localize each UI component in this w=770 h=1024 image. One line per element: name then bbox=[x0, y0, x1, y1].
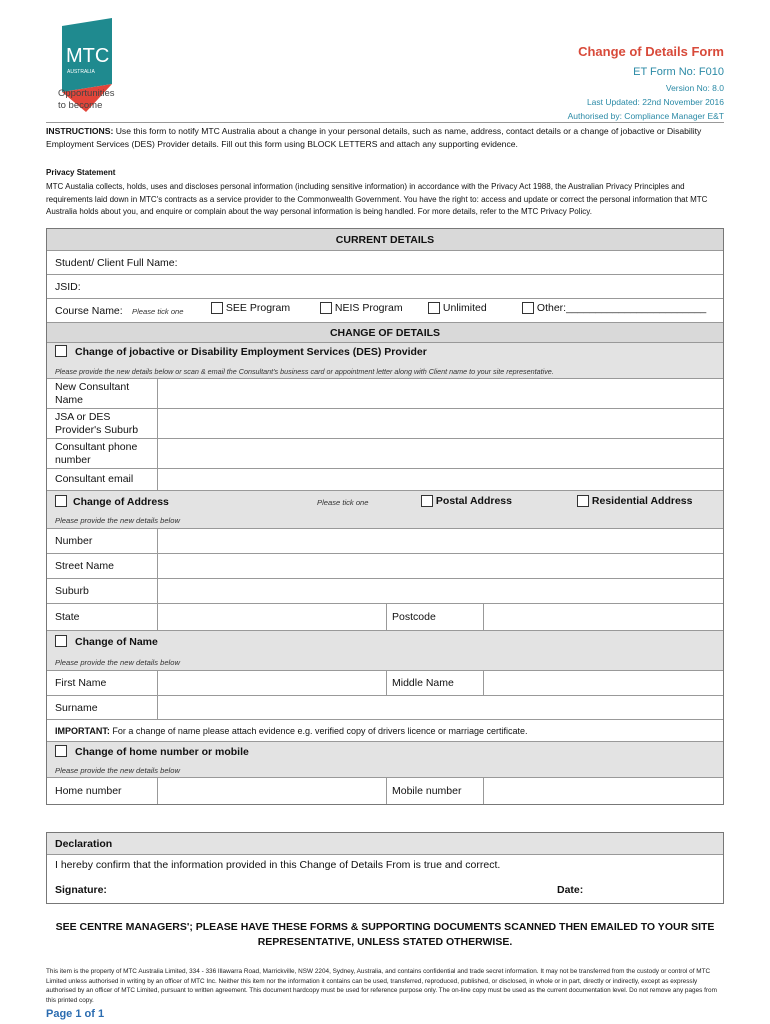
address-section: Change of Address Please tick one Postal Address Residential Address Please provide the new details below bbox=[47, 491, 723, 529]
privacy-title: Privacy Statement bbox=[46, 168, 116, 177]
change-details-heading: CHANGE OF DETAILS bbox=[47, 323, 723, 343]
state-postcode-row[interactable]: State Postcode bbox=[47, 604, 723, 631]
provider-section: Change of jobactive or Disability Employment Services (DES) Provider Please provide the new details below or scan & email the Consultant's business card or appointment letter along with Client name to your site representative. bbox=[47, 343, 723, 379]
first-middle-name-row[interactable]: First Name Middle Name bbox=[47, 671, 723, 696]
details-form bbox=[46, 228, 724, 805]
header-divider bbox=[46, 122, 724, 123]
signature-field[interactable]: Signature: bbox=[55, 884, 107, 896]
name-section: Change of Name Please provide the new details below bbox=[47, 631, 723, 671]
consultant-phone-row[interactable]: Consultant phone number bbox=[47, 439, 723, 469]
phone-change-checkbox[interactable] bbox=[55, 745, 67, 757]
checkbox[interactable] bbox=[428, 302, 440, 314]
number-row[interactable]: Number bbox=[47, 529, 723, 554]
phone-section: Change of home number or mobile Please provide the new details below bbox=[47, 742, 723, 778]
provider-change-checkbox[interactable] bbox=[55, 345, 67, 357]
course-name-row: Course Name: Please tick one SEE Program NEIS Program Unlimited Other:________________________ bbox=[47, 299, 723, 323]
postal-address-option[interactable]: Postal Address bbox=[421, 495, 512, 507]
logo-subtext: AUSTRALIA bbox=[67, 69, 95, 75]
consultant-email-row[interactable]: Consultant email bbox=[47, 469, 723, 491]
residential-address-option[interactable]: Residential Address bbox=[577, 495, 692, 507]
declaration-box bbox=[46, 832, 724, 904]
consultant-name-row[interactable]: New Consultant Name bbox=[47, 379, 723, 409]
declaration-title: Declaration bbox=[47, 833, 723, 855]
street-row[interactable]: Street Name bbox=[47, 554, 723, 579]
course-see-program[interactable]: SEE Program bbox=[211, 302, 290, 314]
course-neis-program[interactable]: NEIS Program bbox=[320, 302, 403, 314]
address-change-checkbox[interactable] bbox=[55, 495, 67, 507]
version: Version No: 8.0 bbox=[665, 83, 724, 93]
suburb-row[interactable]: Suburb bbox=[47, 579, 723, 604]
confidentiality-footer: This item is the property of MTC Australia Limited, 334 - 336 Illawarra Road, Marrickville, NSW 2204, Sydney, Australia, and contains confidential and trade secret information. It may not be transferred from the custody or control of MTC Limited unless authorised in writing by an officer of MTC Inc. Neither this item nor the information it contains can be used, transferred, reproduced, published, or disclosed, in whole or in part, directly or indirectly, except as expressly authorised by an officer of MTC Limited, pursuant to written agreement. This document hardcopy must be used for reference purpose only. The on-line copy must be used as the current documentation level. Do not remove any pages from this printed copy. bbox=[46, 968, 717, 1004]
checkbox[interactable] bbox=[211, 302, 223, 314]
date-field[interactable]: Date: bbox=[557, 884, 584, 896]
phone-numbers-row[interactable]: Home number Mobile number bbox=[47, 778, 723, 804]
name-important-note: IMPORTANT: For a change of name please attach evidence e.g. verified copy of drivers licence or marriage certificate. bbox=[47, 720, 723, 742]
checkbox[interactable] bbox=[320, 302, 332, 314]
centre-managers-notice: SEE CENTRE MANAGERS'; PLEASE HAVE THESE FORMS & SUPPORTING DOCUMENTS SCANNED THEN EMAILED TO YOUR SITE REPRESENTATIVE, UNLESS STATED OTHERWISE. bbox=[55, 921, 715, 948]
last-updated: Last Updated: 22nd November 2016 bbox=[586, 97, 724, 107]
form-title: Change of Details Form bbox=[578, 44, 724, 59]
logo-text: MTC bbox=[66, 45, 110, 67]
logo-tagline: Opportunities to become bbox=[58, 88, 115, 111]
page-number: Page 1 of 1 bbox=[46, 1008, 105, 1020]
surname-row[interactable]: Surname bbox=[47, 696, 723, 720]
form-header bbox=[568, 44, 724, 121]
jsid-row[interactable]: JSID: bbox=[47, 275, 723, 299]
declaration-text: I hereby confirm that the information provided in this Change of Details From is true and correct. bbox=[55, 859, 501, 871]
course-unlimited[interactable]: Unlimited bbox=[428, 302, 487, 314]
current-details-heading: CURRENT DETAILS bbox=[47, 229, 723, 251]
form-number: ET Form No: F010 bbox=[633, 66, 724, 78]
provider-suburb-row[interactable]: JSA or DES Provider's Suburb bbox=[47, 409, 723, 439]
authorised-by: Authorised by: Compliance Manager E&T bbox=[567, 111, 724, 121]
full-name-row[interactable]: Student/ Client Full Name: bbox=[47, 251, 723, 275]
name-change-checkbox[interactable] bbox=[55, 635, 67, 647]
instructions: INSTRUCTIONS: Use this form to notify MTC Australia about a change in your personal details, such as name, address, contact details or a change of jobactive or Disability Employment Services (DES) Provider details. Fill out this form using BLOCK LETTERS and attach any supporting evidence. bbox=[46, 126, 702, 149]
course-other[interactable]: Other:________________________ bbox=[522, 302, 706, 314]
privacy-statement: MTC Austalia collects, holds, uses and discloses personal information (including sensitive information) in accordance with the Privacy Act 1988, the Australian Privacy Principles and requirements laid down in MTC's contracts as a service provider to the Commonwealth Government. You have the right to: access and update or correct the personal information that MTC Australia holds about you, and enquire or complain about the way personal information is being handled. For more details, refer to the MTC Privacy Policy. bbox=[46, 182, 708, 217]
checkbox[interactable] bbox=[522, 302, 534, 314]
